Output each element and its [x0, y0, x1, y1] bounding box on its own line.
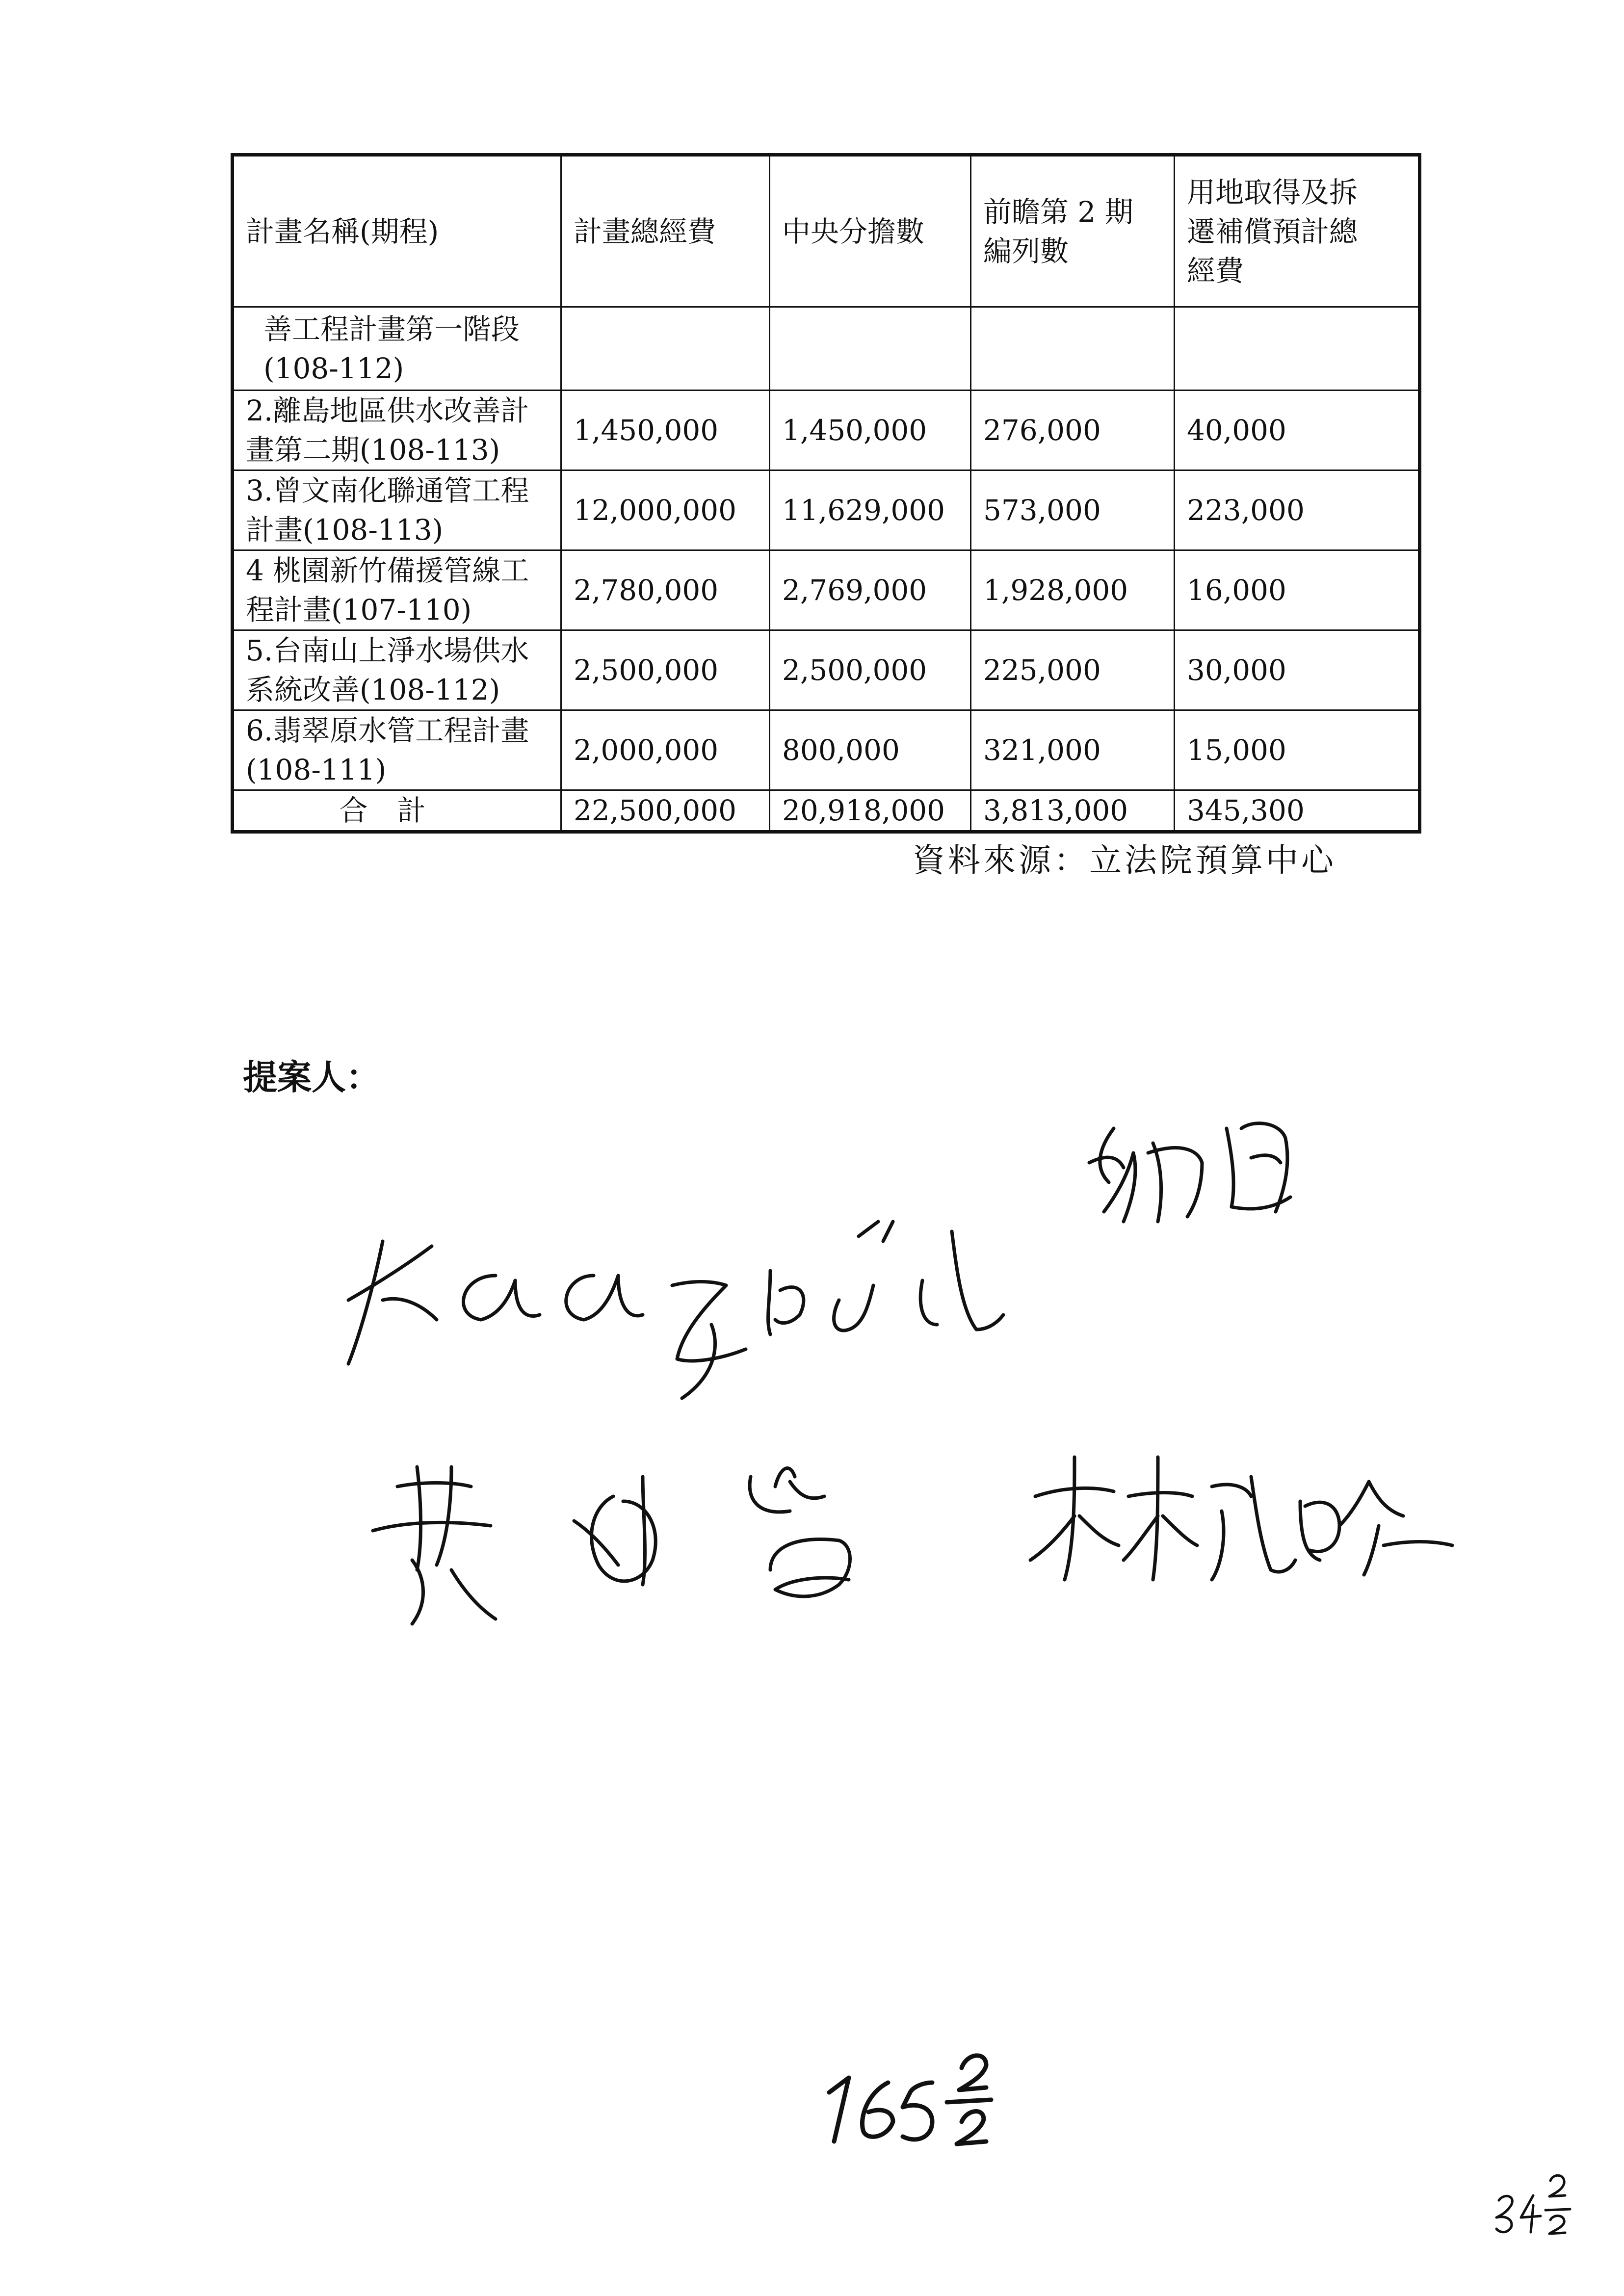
cell-plan-name: 6.翡翠原水管工程計畫 (108-111): [233, 710, 561, 790]
budget-table: [231, 153, 1421, 834]
cell-total-budget: 2,500,000: [561, 630, 770, 710]
table-header-row: [233, 155, 1420, 307]
cell-total-budget: 1,450,000: [561, 391, 770, 470]
cell-land-compensation: 15,000: [1175, 710, 1420, 790]
table-row: [233, 550, 1420, 630]
cell-phase2-allocation: 225,000: [971, 630, 1175, 710]
total-land-compensation: 345,300: [1175, 790, 1420, 832]
cell-central-share: 11,629,000: [770, 470, 971, 550]
cell-central-share: 2,500,000: [770, 630, 971, 710]
cell-phase2-allocation: 321,000: [971, 710, 1175, 790]
total-central-share: 20,918,000: [770, 790, 971, 832]
signature-2: [339, 1202, 1011, 1408]
proposer-label: 提案人：: [243, 1057, 380, 1097]
header-central-share: 中央分擔數: [770, 155, 971, 307]
table-row: [233, 470, 1420, 550]
total-phase2-allocation: 3,813,000: [971, 790, 1175, 832]
signature-4: [1025, 1437, 1457, 1594]
cell-phase2-allocation: 1,928,000: [971, 550, 1175, 630]
cell-land-compensation: 223,000: [1175, 470, 1420, 550]
header-land-compensation: 用地取得及拆 遷補償預計總 經費: [1175, 155, 1420, 307]
cell-total-budget: 2,780,000: [561, 550, 770, 630]
handwritten-page-number: [814, 2038, 1011, 2151]
cell-central-share: 2,769,000: [770, 550, 971, 630]
table-total-row: [233, 790, 1420, 832]
cell-central-share: 1,450,000: [770, 391, 971, 470]
cell-phase2-allocation: 573,000: [971, 470, 1175, 550]
cell-phase2-allocation: 276,000: [971, 391, 1175, 470]
cell-plan-name: 善工程計畫第一階段 (108-112): [233, 307, 561, 391]
corner-page-mark: [1492, 2166, 1580, 2235]
cell-plan-name: 2.離島地區供水改善計 畫第二期(108-113): [233, 391, 561, 470]
cell-total-budget: 12,000,000: [561, 470, 770, 550]
cell-plan-name: 3.曾文南化聯通管工程 計畫(108-113): [233, 470, 561, 550]
cell-total-budget: [561, 307, 770, 391]
cell-plan-name: 4 桃園新竹備援管線工 程計畫(107-110): [233, 550, 561, 630]
cell-land-compensation: 16,000: [1175, 550, 1420, 630]
cell-land-compensation: [1175, 307, 1420, 391]
source-note: 資料來源：立法院預算中心: [913, 841, 1336, 879]
total-label: 合計: [233, 790, 561, 832]
table-row: [233, 630, 1420, 710]
cell-central-share: 800,000: [770, 710, 971, 790]
cell-phase2-allocation: [971, 307, 1175, 391]
table-row: [233, 391, 1420, 470]
header-plan-name: 計畫名稱(期程): [233, 155, 561, 307]
header-total-budget: 計畫總經費: [561, 155, 770, 307]
signature-3: [368, 1447, 947, 1653]
table-row: [233, 307, 1420, 391]
table-row: [233, 710, 1420, 790]
cell-plan-name: 5.台南山上淨水場供水 系統改善(108-112): [233, 630, 561, 710]
header-phase2-allocation: 前瞻第 2 期 編列數: [971, 155, 1175, 307]
total-budget: 22,500,000: [561, 790, 770, 832]
cell-total-budget: 2,000,000: [561, 710, 770, 790]
cell-land-compensation: 30,000: [1175, 630, 1420, 710]
signature-1: [1079, 1099, 1335, 1246]
cell-land-compensation: 40,000: [1175, 391, 1420, 470]
cell-central-share: [770, 307, 971, 391]
